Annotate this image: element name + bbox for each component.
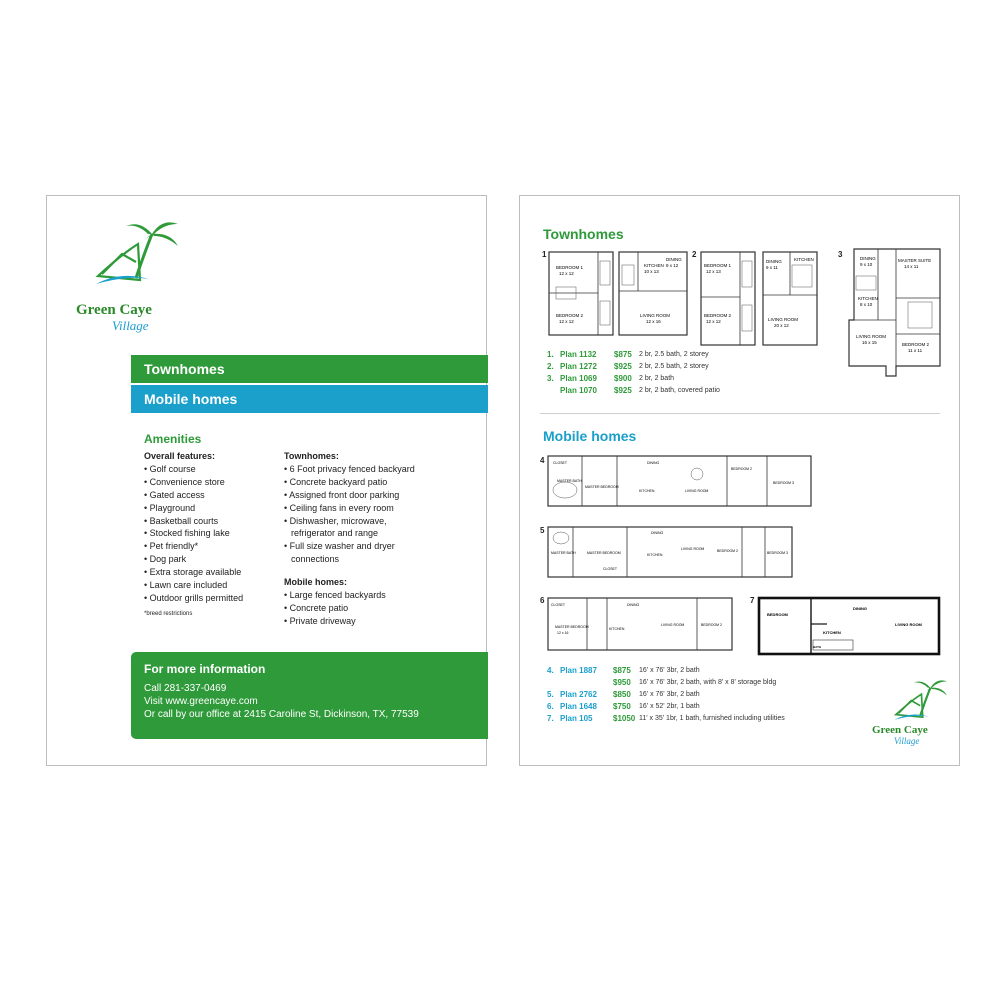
room-label: MASTER BATH xyxy=(551,551,576,555)
room-size: 12 x 16 xyxy=(646,319,661,324)
room-label: BEDROOM xyxy=(767,612,788,617)
more-info-box xyxy=(131,652,488,739)
plan-description: 2 br, 2.5 bath, 2 storey xyxy=(639,351,709,358)
mobile-homes-title: Mobile homes xyxy=(543,428,637,444)
list-item: • Assigned front door parking xyxy=(284,489,400,500)
room-size: 12 x 12 xyxy=(559,319,574,324)
floor-plan-4 xyxy=(547,452,812,512)
room-label: DINING xyxy=(853,606,867,611)
room-label: MASTER SUITE xyxy=(898,258,932,263)
plan-name: Plan 1070 xyxy=(560,386,597,395)
room-size: 12 x 16 xyxy=(557,631,569,635)
floor-plan-2-lower xyxy=(762,251,818,346)
room-label: BEDROOM 3 xyxy=(773,481,795,485)
plan-index: 6. xyxy=(547,702,554,711)
phone-line: Call 281-337-0469 xyxy=(144,683,227,694)
plan-number-label: 1 xyxy=(542,250,547,259)
floor-plan-2-upper xyxy=(700,251,756,346)
logo-name: Green Caye xyxy=(872,724,928,736)
list-item: • Gated access xyxy=(144,489,205,500)
plan-description: 16' x 76' 3br, 2 bath, with 8' x 8' storage bldg xyxy=(639,679,777,686)
mobile-plan-list xyxy=(547,665,847,725)
room-label: CLOSET xyxy=(553,461,568,465)
room-label: DINING xyxy=(627,603,640,607)
plan-name: Plan 1887 xyxy=(560,666,597,675)
plan-name: Plan 105 xyxy=(560,714,593,723)
room-label: LIVING ROOM xyxy=(681,547,705,551)
list-item: • Private driveway xyxy=(284,615,356,626)
room-size: 12 x 12 xyxy=(706,319,721,324)
list-item: • 6 Foot privacy fenced backyard xyxy=(284,463,415,474)
list-item: • Pet friendly* xyxy=(144,541,199,552)
list-item xyxy=(547,665,847,677)
plan-description: 16' x 52' 2br, 1 bath xyxy=(639,703,700,710)
room-size: 14 x 11 xyxy=(904,264,919,269)
townhomes-title: Townhomes xyxy=(543,226,624,242)
room-size: 9 x 12 xyxy=(666,263,679,268)
room-size: 11 x 11 xyxy=(908,348,923,353)
floor-plan-1-upper xyxy=(548,251,614,336)
room-label: MASTER BEDROOM xyxy=(555,625,589,629)
room-label: MASTER BEDROOM xyxy=(587,551,621,555)
room-label: MASTER BATH xyxy=(557,479,582,483)
plan-number-label: 4 xyxy=(540,456,545,465)
plan-number-label: 2 xyxy=(692,250,697,259)
green-caye-logo-small xyxy=(872,674,956,746)
list-item: • Concrete patio xyxy=(284,602,349,613)
room-label: BEDROOM 1 xyxy=(556,265,584,270)
room-size: 9 x 10 xyxy=(860,262,873,267)
room-label: LIVING ROOM xyxy=(768,317,799,322)
room-label: LIVING ROOM xyxy=(661,623,685,627)
list-item xyxy=(547,677,847,689)
plan-price: $875 xyxy=(614,350,632,359)
room-size: 12 x 12 xyxy=(559,271,574,276)
room-label: BEDROOM 2 xyxy=(701,623,723,627)
room-label: BEDROOM 2 xyxy=(731,467,753,471)
plan-name: Plan 1648 xyxy=(560,702,597,711)
list-item: • Extra storage available xyxy=(144,567,242,578)
address-line: Or call by our office at 2415 Caroline St, Dickinson, TX, 77539 xyxy=(144,709,419,720)
floor-plan-7 xyxy=(757,596,941,656)
plan-index: 7. xyxy=(547,714,554,723)
plan-number-label: 3 xyxy=(838,250,843,259)
room-label: BEDROOM 2 xyxy=(717,549,739,553)
room-label: KITCHEN xyxy=(794,257,814,262)
room-size: 10 x 13 xyxy=(644,269,659,274)
room-label: CLOSET xyxy=(551,603,566,607)
plan-description: 2 br, 2 bath xyxy=(639,375,675,382)
brochure-back-page xyxy=(519,195,960,766)
plan-price: $875 xyxy=(613,666,631,675)
room-label: LIVING ROOM xyxy=(640,313,671,318)
overall-features-heading: Overall features: xyxy=(144,451,216,461)
room-label: KITCHEN xyxy=(639,489,655,493)
townhomes-banner: Townhomes xyxy=(131,355,488,383)
list-item: • Playground xyxy=(144,502,196,513)
list-item xyxy=(547,373,847,385)
room-label: BEDROOM 1 xyxy=(704,263,732,268)
list-item xyxy=(547,689,847,701)
list-item: • Golf course xyxy=(144,463,196,474)
room-label: LIVING ROOM xyxy=(856,334,887,339)
website-line: Visit www.greencaye.com xyxy=(144,696,258,707)
plan-index: 5. xyxy=(547,690,554,699)
plan-index: 2. xyxy=(547,362,554,371)
plan-name: Plan 2762 xyxy=(560,690,597,699)
brochure-front-page xyxy=(46,195,487,766)
plan-price: $850 xyxy=(613,690,631,699)
list-item: • Ceiling fans in every room xyxy=(284,502,394,513)
room-label: BEDROOM 2 xyxy=(704,313,732,318)
room-label: CLOSET xyxy=(603,567,618,571)
list-item: • Dog park xyxy=(144,554,187,565)
palm-tree-house-icon xyxy=(92,214,192,286)
plan-price: $925 xyxy=(614,386,632,395)
room-size: 9 x 11 xyxy=(766,265,778,270)
plan-description: 2 br, 2 bath, covered patio xyxy=(639,387,720,394)
list-item: • Lawn care included xyxy=(144,580,228,591)
plan-price: $900 xyxy=(614,374,632,383)
footnote: *breed restrictions xyxy=(144,610,193,617)
plan-name: Plan 1069 xyxy=(560,374,597,383)
logo-sub: Village xyxy=(894,736,920,746)
plan-price: $1050 xyxy=(613,714,636,723)
list-item xyxy=(547,713,847,725)
list-item xyxy=(547,361,847,373)
room-label: DINING xyxy=(647,461,660,465)
room-label: BEDROOM 2 xyxy=(902,342,930,347)
plan-price: $925 xyxy=(614,362,632,371)
room-label: DINING xyxy=(860,256,876,261)
room-label: BEDROOM 2 xyxy=(556,313,584,318)
list-item: refrigerator and range xyxy=(291,528,379,539)
floor-plan-3 xyxy=(846,248,942,383)
palm-tree-house-icon xyxy=(892,674,956,722)
list-item: • Dishwasher, microwave, xyxy=(284,515,387,526)
list-item: • Stocked fishing lake xyxy=(144,528,230,539)
plan-index: 3. xyxy=(547,374,554,383)
room-label: KITCHEN xyxy=(823,630,841,635)
plan-description: 16' x 76' 3br, 2 bath xyxy=(639,691,700,698)
list-item: • Large fenced backyards xyxy=(284,590,386,601)
room-size: 8 x 10 xyxy=(860,302,873,307)
plan-price: $950 xyxy=(613,678,631,687)
room-label: BEDROOM 3 xyxy=(767,551,789,555)
section-divider xyxy=(540,413,940,414)
plan-description: 11' x 35' 1br, 1 bath, furnished including utilities xyxy=(639,715,785,722)
plan-number-label: 6 xyxy=(540,596,545,605)
plan-index: 1. xyxy=(547,350,554,359)
plan-price: $750 xyxy=(613,702,631,711)
room-label: BATH xyxy=(813,645,822,649)
plan-description: 16' x 76' 3br, 2 bath xyxy=(639,667,700,674)
room-label: DINING xyxy=(651,531,664,535)
room-label: KITCHEN xyxy=(858,296,878,301)
room-label: DINING xyxy=(666,257,682,262)
list-item: • Outdoor grills permitted xyxy=(144,592,244,603)
list-item: • Convenience store xyxy=(144,476,225,487)
list-item: connections xyxy=(291,554,340,565)
plan-index: 4. xyxy=(547,666,554,675)
floor-plan-1-lower xyxy=(618,251,688,336)
logo-name: Green Caye xyxy=(76,302,152,318)
list-item: • Concrete backyard patio xyxy=(284,476,388,487)
room-label: MASTER BEDROOM xyxy=(585,485,619,489)
plan-number-label: 5 xyxy=(540,526,545,535)
plan-description: 2 br, 2.5 bath, 2 storey xyxy=(639,363,709,370)
floor-plan-6 xyxy=(547,594,733,654)
amenities-title: Amenities xyxy=(144,432,202,446)
list-item xyxy=(547,701,847,713)
list-item: • Full size washer and dryer xyxy=(284,541,395,552)
overall-features-column xyxy=(144,450,284,619)
room-label: LIVING ROOM xyxy=(895,622,922,627)
mobile-homes-heading: Mobile homes: xyxy=(284,577,348,588)
room-label: KITCHEN xyxy=(647,553,663,557)
room-label: DINING xyxy=(766,259,782,264)
room-label: LIVING ROOM xyxy=(685,489,709,493)
logo-sub: Village xyxy=(112,318,149,333)
room-label: KITCHEN xyxy=(609,627,625,631)
plan-name: Plan 1272 xyxy=(560,362,597,371)
townhome-plan-list xyxy=(547,349,847,397)
list-item: • Basketball courts xyxy=(144,515,219,526)
room-size: 20 x 12 xyxy=(774,323,789,328)
townhome-features-column xyxy=(284,450,434,628)
list-item xyxy=(547,385,847,397)
room-label: KITCHEN xyxy=(644,263,664,268)
more-info-title: For more information xyxy=(144,662,266,676)
list-item xyxy=(547,349,847,361)
plan-number-label: 7 xyxy=(750,596,755,605)
townhomes-heading: Townhomes: xyxy=(284,451,339,461)
mobile-homes-banner: Mobile homes xyxy=(131,385,488,413)
room-size: 12 x 13 xyxy=(706,269,721,274)
room-size: 16 x 15 xyxy=(862,340,877,345)
green-caye-logo xyxy=(76,214,192,333)
plan-name: Plan 1132 xyxy=(560,350,597,359)
floor-plan-5 xyxy=(547,524,793,582)
